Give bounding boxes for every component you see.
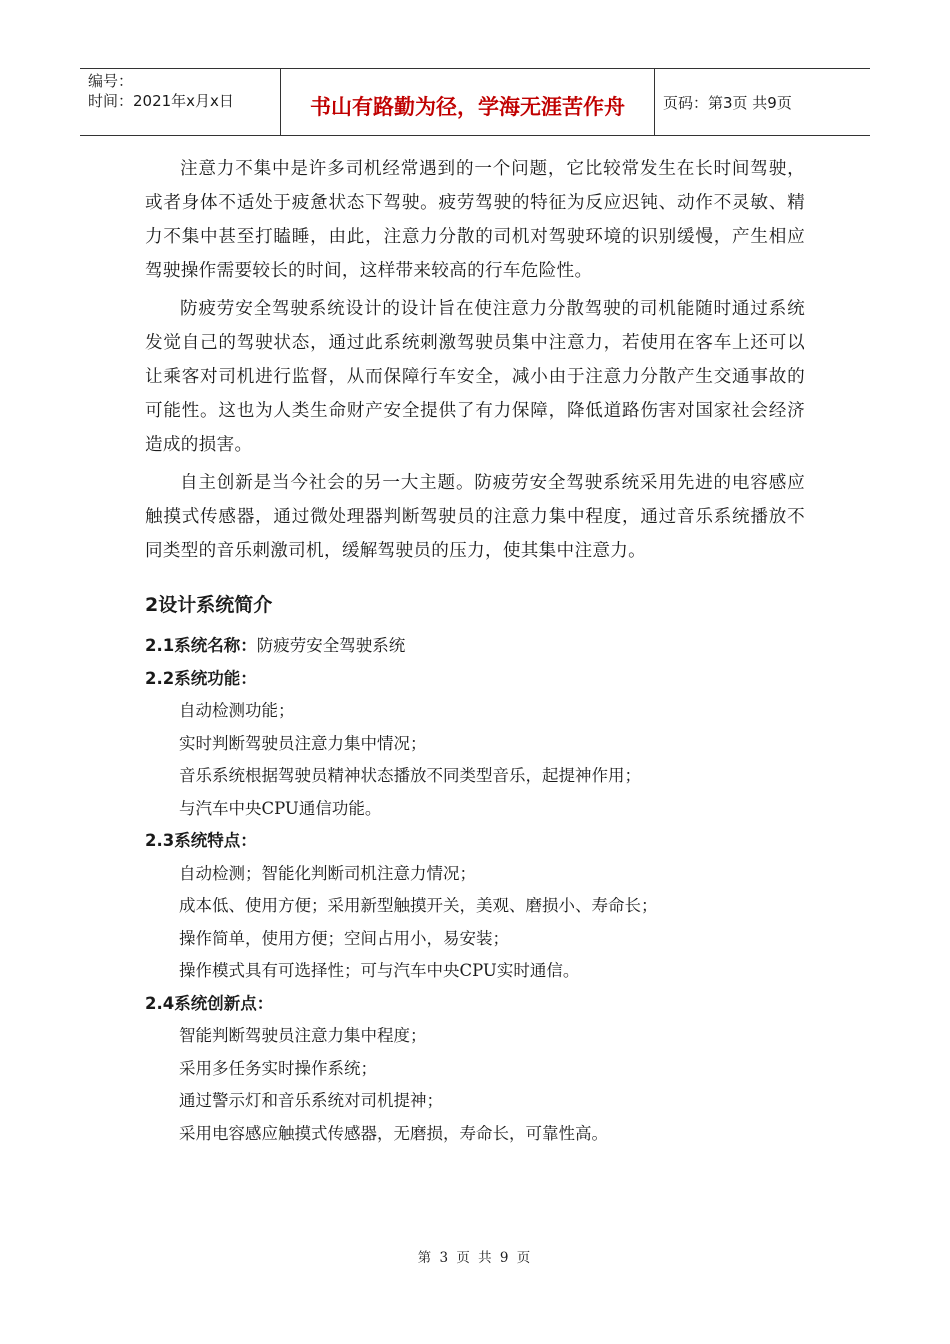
subsection-features [145, 825, 805, 858]
list-item: 操作模式具有可选择性；可与汽车中央CPU实时通信。 [179, 961, 580, 980]
list-item: 与汽车中央CPU通信功能。 [179, 798, 382, 818]
list-item: 通过警示灯和音乐系统对司机提神； [179, 1091, 443, 1110]
list-item: 采用多任务实时操作系统； [179, 1058, 377, 1078]
paragraph: 防疲劳安全驾驶系统设计的设计旨在使注意力分散驾驶的司机能随时通过系统发觉自己的驾驶状态，通过此系统刺激驾驶员集中注意力，若使用在客车上还可以让乘客对司机进行监督，从而保障行车安全，减小由于注意力分散产生交通事故的可能性。这也为人类生命财产安全提供了有力保障，降低道路伤害对国家社会经济造成的损害。 [145, 299, 805, 455]
document-number-label: 编号： [88, 72, 134, 90]
list-item: 成本低、使用方便；采用新型触摸开关，美观、磨损小、寿命长； [179, 896, 658, 915]
list-item: 自动检测功能； [179, 701, 295, 720]
list-item: 音乐系统根据驾驶员精神状态播放不同类型音乐，起提神作用； [179, 766, 641, 785]
document-date: 时间：2021年x月x日 [88, 92, 234, 110]
subsection-system-name [145, 630, 805, 663]
subsection-label: 2.2系统功能： [145, 668, 257, 688]
list-item: 自动检测；智能化判断司机注意力情况； [179, 863, 476, 883]
system-name-value: 防疲劳安全驾驶系统 [256, 636, 406, 655]
list-item: 采用电容感应触摸式传感器，无磨损，寿命长，可靠性高。 [179, 1123, 608, 1143]
list-item: 操作简单，使用方便；空间占用小，易安装； [179, 928, 509, 948]
paragraph: 注意力不集中是许多司机经常遇到的一个问题，它比较常发生在长时间驾驶，或者身体不适处于疲惫状态下驾驶。疲劳驾驶的特征为反应迟钝、动作不灵敏、精力不集中甚至打瞌睡，由此，注意力分散的司机对驾驶环境的识别缓慢，产生相应驾驶操作需要较长的时间，这样带来较高的行车危险性。 [145, 159, 805, 281]
document-body [145, 152, 805, 1150]
subsection-innovations [145, 988, 805, 1021]
subsection-functions [145, 663, 805, 696]
list-item: 实时判断驾驶员注意力集中情况； [179, 733, 427, 753]
subsection-label: 2.3系统特点： [145, 831, 257, 850]
header-page-info: 页码：第3页 共9页 [663, 93, 792, 112]
page-footer: 第 3 页 共 9 页 [417, 1250, 533, 1266]
subsection-label: 2.1系统名称： [145, 636, 257, 655]
list-item: 智能判断驾驶员注意力集中程度； [179, 1026, 427, 1045]
header-meta [80, 69, 280, 135]
subsection-label: 2.4系统创新点： [145, 993, 274, 1013]
paragraph: 自主创新是当今社会的另一大主题。防疲劳安全驾驶系统采用先进的电容感应触摸式传感器，通过微处理器判断驾驶员的注意力集中程度，通过音乐系统播放不同类型的音乐刺激司机，缓解驾驶员的压力，使其集中注意力。 [145, 473, 805, 561]
header-motto: 书山有路勤为径，学海无涯苦作舟 [280, 69, 655, 135]
page-header [80, 68, 870, 136]
section-title: 2设计系统简介 [145, 594, 273, 616]
